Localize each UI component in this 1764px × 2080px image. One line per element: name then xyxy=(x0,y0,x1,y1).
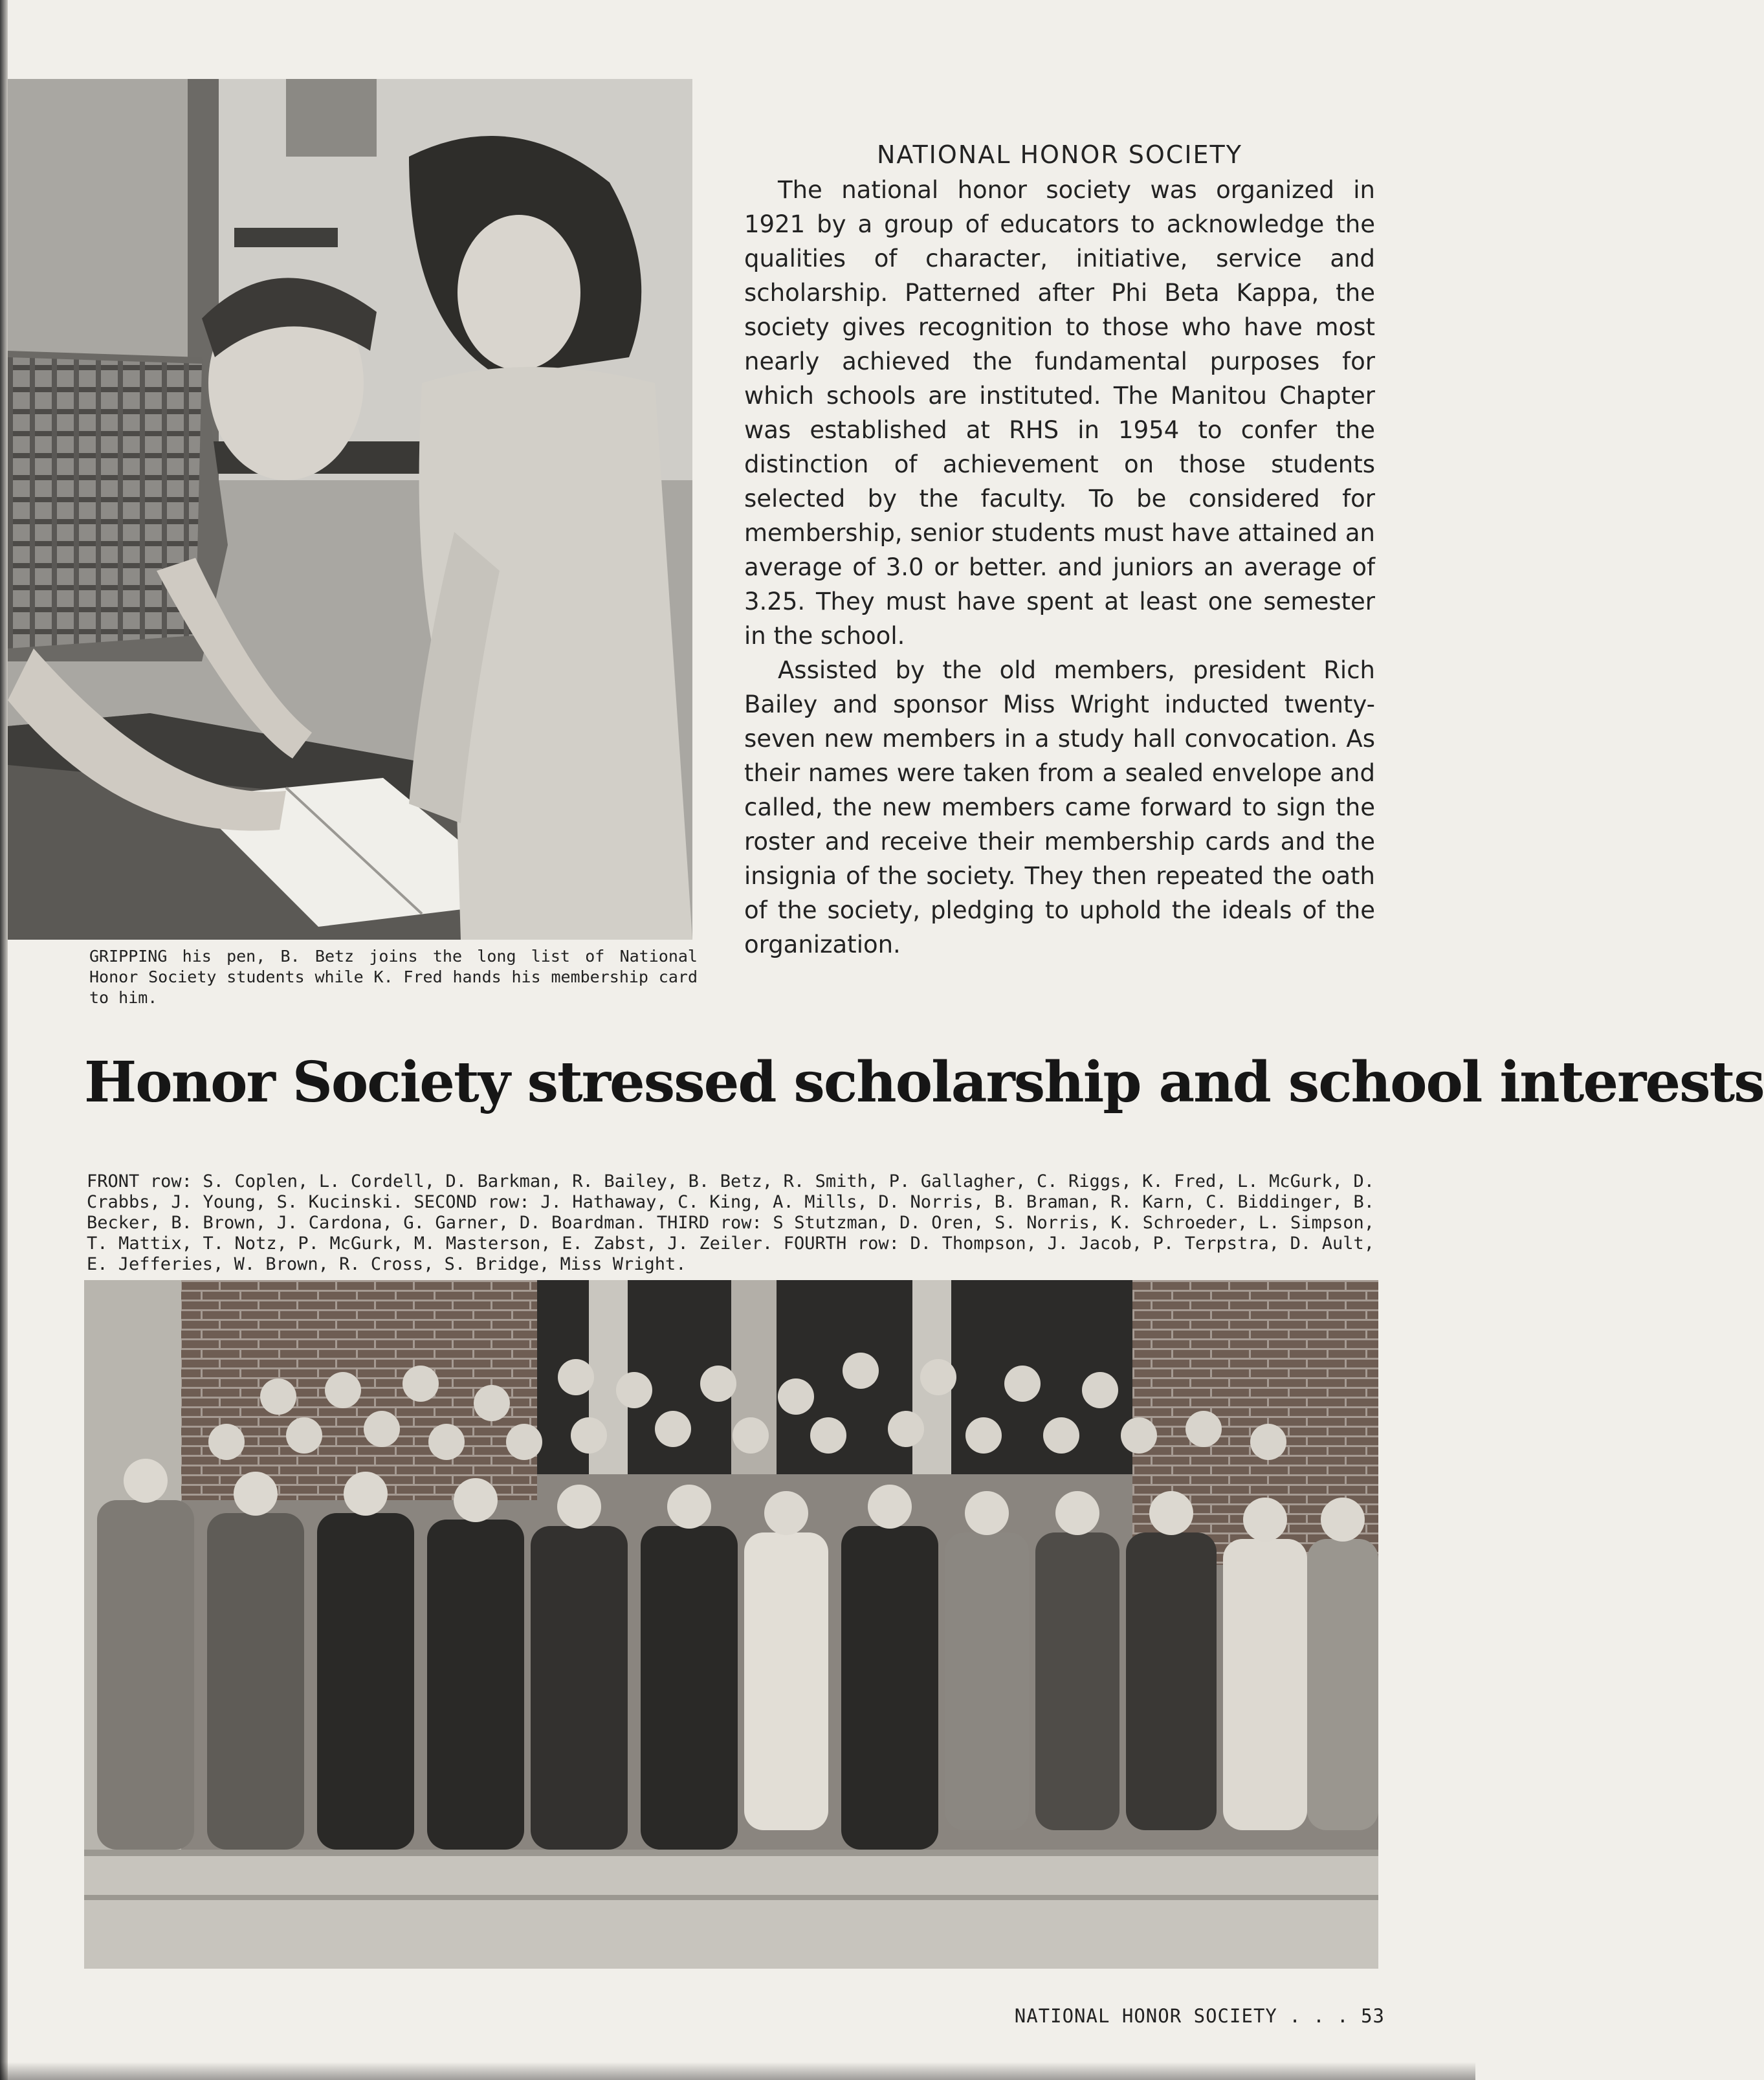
signing-photo-illustration xyxy=(8,79,692,940)
article-title: NATIONAL HONOR SOCIETY xyxy=(877,140,1242,169)
article xyxy=(744,139,1375,962)
group-photo xyxy=(84,1280,1378,1969)
page-edge-shadow xyxy=(0,2062,1475,2080)
article-paragraph-1: The national honor society was organized in 1921 by a group of educators to acknowledge the qualities of character, initiative, service and scholarship. Patterned after Phi Beta Kappa, the society gives recognition to those who have most nearly achieved the fundamental purposes for which schools are instituted. The Manitou Chapter was established at RHS in 1954 to confer the distinction of achievement on those students selected by the faculty. To be considered for membership, senior students must have attained an average of 3.0 or better. and juniors an average of 3.25. They must have spent at least one semester in the school. xyxy=(744,176,1375,650)
page-spine xyxy=(0,0,8,2080)
group-photo-names: FRONT row: S. Coplen, L. Cordell, D. Barkman, R. Bailey, B. Betz, R. Smith, P. Gallagher, C. Riggs, K. Fred, L. McGurk, D. Crabbs, J. Young, S. Kucinski. SECOND row: J. Hathaway, C. King, A. Mills, D. Norris, B. Braman, R. Karn, C. Biddinger, B. Becker, B. Brown, J. Cardona, G. Garner, D. Boardman. THIRD row: S Stutzman, D. Oren, S. Norris, K. Schroeder, L. Simpson, T. Mattix, T. Notz, P. McGurk, M. Masterson, E. Zabst, J. Zeiler. FOURTH row: D. Thompson, J. Jacob, P. Terpstra, D. Ault, E. Jefferies, W. Brown, R. Cross, S. Bridge, Miss Wright. xyxy=(87,1171,1374,1274)
group-photo-illustration xyxy=(84,1280,1378,1969)
photo-caption: GRIPPING his pen, B. Betz joins the long list of National Honor Society students while K. Fred hands his membership card to him. xyxy=(89,947,698,1007)
page-footer: NATIONAL HONOR SOCIETY . . . 53 xyxy=(1014,2005,1385,2027)
page-headline: Honor Society stressed scholarship and school interests xyxy=(84,1050,1764,1115)
article-paragraph-2: Assisted by the old members, president Rich Bailey and sponsor Miss Wright inducted twenty-seven new members in a study hall convocation. As their names were taken from a sealed envelope and called, the new members came forward to sign the roster and receive their membership cards and the insignia of the society. They then repeated the oath of the society, pledging to uphold the ideals of the organization. xyxy=(744,656,1375,958)
signing-photo xyxy=(8,79,692,940)
